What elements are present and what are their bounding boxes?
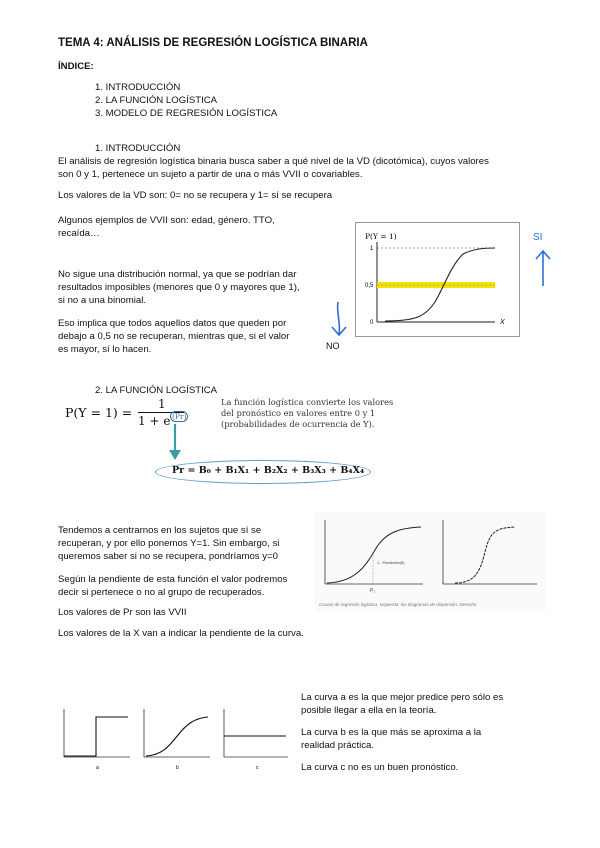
teal-down-arrow-icon [168,424,182,462]
curve-label-a: a [96,765,99,771]
sigmoid-curve-b [146,717,208,756]
linear-predictor-formula: Pr = B₀ + B₁X₁ + B₂X₂ + B₃X₃ + B₄X₄ [172,465,365,476]
curve-label-b: b [176,765,179,771]
slope-comparison-figure [315,512,545,612]
step-curve-a [64,717,128,756]
formula-denominator: 1 + e [138,414,171,428]
paragraph-line: debajo a 0,5 no se recuperan, mientras que, si el valor [58,331,290,342]
paragraph-line: Algunos ejemplos de VVII son: edad, género. TTO, [58,215,275,226]
paragraph-line: El análisis de regresión logística binaria busca saber a qué nivel de la VD (dicotómica), cuyos valores [58,156,489,167]
tick-0: 0 [370,320,374,326]
formula-lhs: P(Y = 1) = [65,405,133,420]
paragraph-line: queremos saber si no se recupera, pondríamos y=0 [58,551,278,562]
formula-note-line: La función logística convierte los valores [221,397,394,407]
paragraph-line: Los valores de Pr son las VVII [58,607,187,618]
page-title: TEMA 4: ANÁLISIS DE REGRESIÓN LOGÍSTICA BINARIA [58,37,368,49]
index-item: 2. LA FUNCIÓN LOGÍSTICA [95,95,218,106]
down-arrow-icon [328,300,352,340]
curves-abc-figure [58,705,290,773]
paragraph-line: La curva b es la que más se aproxima a la [301,727,482,738]
formula-numerator: 1 [158,397,166,411]
figure-background [315,512,545,612]
tick-05: 0,5 [365,283,374,289]
index-heading: ÍNDICE: [58,61,94,72]
figure-caption: Curvas de regresión logística. Izquierda: los diagramas de dispersión. Derecha [319,602,477,607]
paragraph-line: No sigue una distribución normal, ya que se podrían dar [58,269,297,280]
logistic-curve-figure [355,222,520,337]
section-heading: 2. LA FUNCIÓN LOGÍSTICA [95,385,218,396]
figure-ylabel: P(Y = 1) [365,232,397,241]
up-arrow-icon [533,248,555,288]
section-heading: 1. INTRODUCCIÓN [95,143,181,154]
formula-exponent: (Pr) [172,412,187,421]
formula-note-line: del pronóstico en valores entre 0 y 1 [221,408,376,418]
paragraph-line: Según la pendiente de esta función el valor podremos [58,574,288,585]
curve-label-c: c [256,765,259,771]
annotation-no: NO [326,341,340,351]
paragraph-line: decir si pertenece o no al grupo de recuperados. [58,587,265,598]
paragraph-line: realidad práctica. [301,740,375,751]
paragraph-line: Los valores de la VD son: 0= no se recupera y 1= sí se recupera [58,190,333,201]
paragraph-line: recaída… [58,228,100,239]
paragraph-line: recuperan, y por ello ponemos Y=1. Sin embargo, si [58,538,280,549]
paragraph-line: son 0 y 1, pertenece un sujeto a partir de una o más VVII o covariables. [58,169,363,180]
formula-note-line: (probabilidades de ocurrencia de Y). [221,419,375,429]
paragraph-line: Los valores de la X van a indicar la pendiente de la curva. [58,628,304,639]
index-item: 1. INTRODUCCIÓN [95,82,181,93]
paragraph-line: es mayor, sí lo hacen. [58,344,152,355]
paragraph-line: resultados imposibles (menores que 0 y mayores que 1), [58,282,300,293]
annotation-si: SI [533,232,543,243]
paragraph-line: si no a una binomial. [58,295,146,306]
paragraph-line: La curva c no es un buen pronóstico. [301,762,459,773]
slope-label: 1 - Pendiente(B) [377,561,405,565]
p1-label: P₁ [370,588,376,594]
paragraph-line: Tendemos a centrarnos en los sujetos que sí se [58,525,262,536]
paragraph-line: posible llegar a ella en la teoría. [301,705,437,716]
paragraph-line: La curva a es la que mejor predice pero sólo es [301,692,504,703]
x-label: X [500,319,505,326]
index-item: 3. MODELO DE REGRESIÓN LOGÍSTICA [95,108,278,119]
paragraph-line: Eso implica que todos aquellos datos que queden por [58,318,287,329]
tick-1: 1 [370,246,374,252]
